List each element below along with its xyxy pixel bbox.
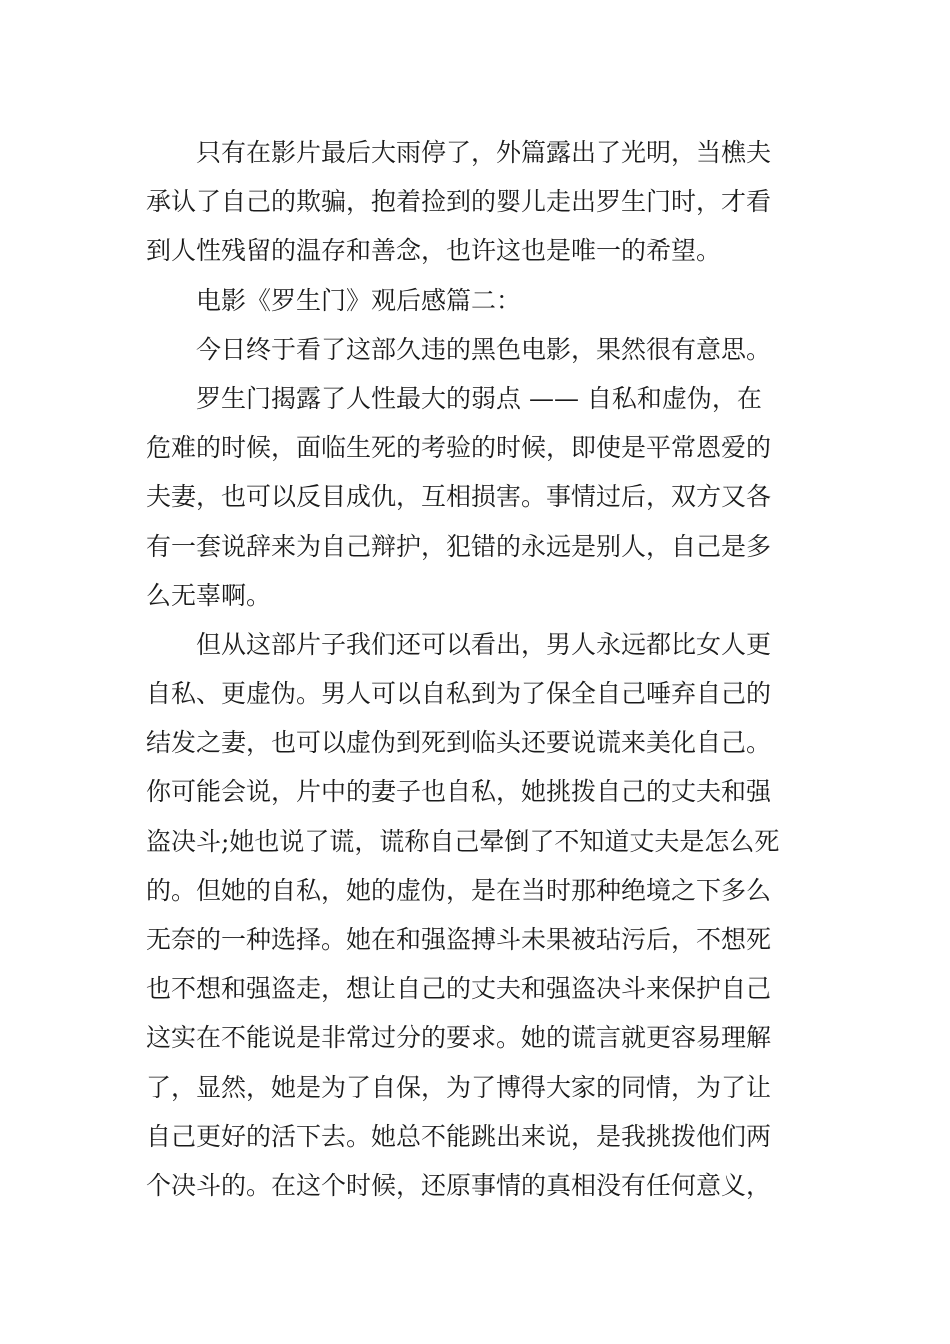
text-line: 也不想和强盗走，想让自己的丈夫和强盗决斗来保护自己 (146, 974, 772, 1004)
text-line: 了，显然，她是为了自保，为了博得大家的同情，为了让 (146, 1072, 772, 1102)
text-line: 今日终于看了这部久违的黑色电影，果然很有意思。 (196, 334, 772, 364)
text-line: 你可能会说，片中的妻子也自私，她挑拨自己的丈夫和强 (146, 777, 772, 807)
text-line: 个决斗的。在这个时候，还原事情的真相没有任何意义， (146, 1170, 772, 1200)
text-line: 无奈的一种选择。她在和强盗搏斗未果被玷污后，不想死 (146, 925, 772, 954)
text-line: 结发之妻，也可以虚伪到死到临头还要说谎来美化自己。 (146, 728, 772, 758)
text-line: 有一套说辞来为自己辩护，犯错的永远是别人，自己是多 (146, 531, 772, 561)
text-line: 夫妻，也可以反目成仇，互相损害。事情过后，双方又各 (146, 482, 772, 512)
text-line: 的。但她的自私，她的虚伪，是在当时那种绝境之下多么 (146, 875, 772, 905)
text-line: 到人性残留的温存和善念，也许这也是唯一的希望。 (146, 236, 722, 266)
text-line: 自私、更虚伪。男人可以自私到为了保全自己唾弃自己的 (146, 679, 772, 709)
text-line: 罗生门揭露了人性最大的弱点 —— 自私和虚伪，在 (196, 383, 762, 413)
text-line: 承认了自己的欺骗，抱着捡到的婴儿走出罗生门时，才看 (146, 187, 772, 217)
text-line: 但从这部片子我们还可以看出，男人永远都比女人更 (196, 629, 772, 659)
section-heading: 电影《罗生门》观后感篇二： (196, 285, 522, 315)
text-line: 盗决斗;她也说了谎，谎称自己晕倒了不知道丈夫是怎么死 (146, 826, 780, 856)
body-text (146, 128, 806, 1210)
text-line: 么无辜啊。 (146, 580, 272, 610)
text-line: 危难的时候，面临生死的考验的时候，即使是平常恩爱的 (146, 433, 772, 463)
text-line: 这实在不能说是非常过分的要求。她的谎言就更容易理解 (146, 1023, 772, 1053)
text-line: 只有在影片最后大雨停了，外篇露出了光明，当樵夫 (196, 138, 772, 167)
text-line: 自己更好的活下去。她总不能跳出来说，是我挑拨他们两 (146, 1121, 772, 1151)
